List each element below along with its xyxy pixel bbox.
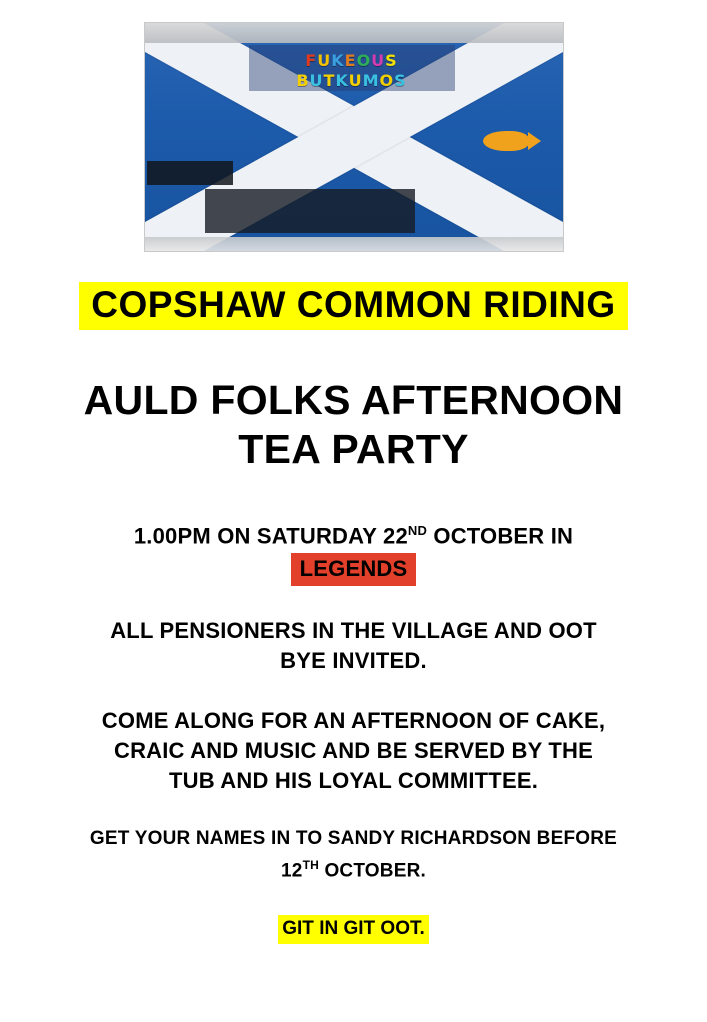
venue-wrap — [24, 551, 684, 586]
banner-line-2: BUTKUMOS — [296, 71, 407, 90]
photo-dark-bar — [147, 161, 233, 185]
event-title — [49, 282, 659, 330]
headline-line-1: AULD FOLKS AFTERNOON — [83, 377, 624, 423]
invitation-paragraph — [44, 616, 664, 676]
invitation-line-1: ALL PENSIONERS IN THE VILLAGE AND OOT — [110, 618, 597, 644]
rsvp-month: OCTOBER. — [318, 860, 426, 882]
event-datetime — [24, 516, 684, 586]
rsvp-line-2 — [34, 852, 674, 884]
photo-bottom-band — [145, 237, 563, 251]
event-time-date: 1.00PM ON SATURDAY 22 — [133, 523, 408, 549]
photo-top-band — [145, 23, 563, 43]
banner-lettering — [257, 51, 447, 91]
body-line-1: COME ALONG FOR AN AFTERNOON OF CAKE, — [101, 708, 606, 734]
banner-line-1: FUKEOUS — [305, 51, 398, 70]
poster-page — [0, 22, 707, 1022]
event-title-text: COPSHAW COMMON RIDING — [79, 282, 627, 330]
fish-icon — [483, 131, 529, 151]
date-ordinal-suffix: ND — [407, 523, 428, 538]
page-title — [34, 376, 674, 474]
rsvp-ordinal-suffix: TH — [302, 858, 319, 873]
venue-name: LEGENDS — [291, 553, 417, 586]
event-month-in: OCTOBER IN — [427, 523, 574, 549]
photo-dark-bar-lower — [205, 189, 415, 233]
body-paragraph — [44, 706, 664, 796]
rsvp-day: 12 — [281, 860, 303, 882]
rsvp-line-1: GET YOUR NAMES IN TO SANDY RICHARDSON BEFORE — [89, 828, 618, 850]
event-datetime-line — [24, 516, 684, 551]
footer-slogan-text: GIT IN GIT OOT. — [278, 915, 429, 944]
footer-slogan — [54, 915, 654, 944]
invitation-line-2: BYE INVITED. — [280, 648, 427, 674]
saltire-flag-photo — [144, 22, 564, 252]
body-line-2: CRAIC AND MUSIC AND BE SERVED BY THE — [113, 738, 594, 764]
body-line-3: TUB AND HIS LOYAL COMMITTEE. — [168, 768, 539, 794]
headline-line-2: TEA PARTY — [238, 426, 469, 472]
rsvp-paragraph — [34, 826, 674, 884]
